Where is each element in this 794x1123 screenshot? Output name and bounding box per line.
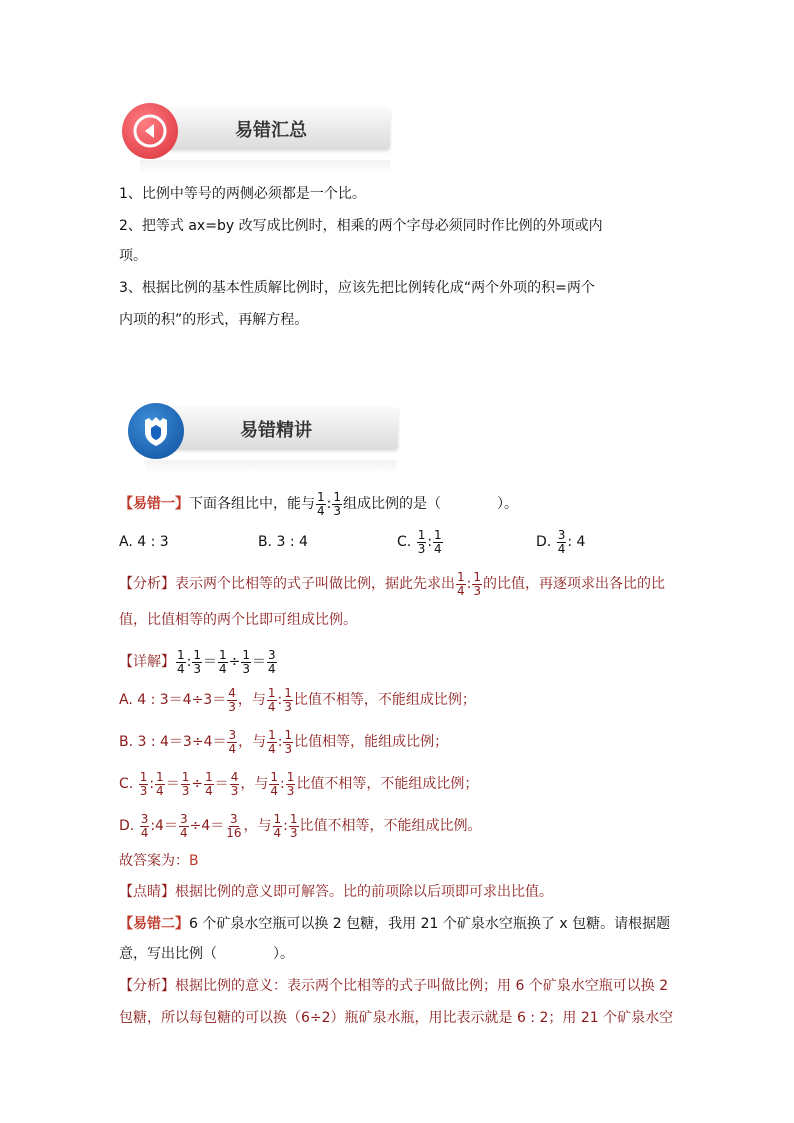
answer-value: B <box>189 853 199 869</box>
analysis-tag: 【分析】 <box>119 978 175 994</box>
comment-text: 根据比例的意义即可解答。比的前项除以后项即可求出比值。 <box>175 884 553 900</box>
detail-b-with: ，与 <box>238 734 267 750</box>
fraction-3-4: $\frac{3}{4}$ <box>140 811 149 840</box>
fraction-1-3: $\frac{1}{3}$ <box>417 527 426 556</box>
fraction-1-3: $\frac{1}{3}$ <box>286 769 295 798</box>
q1-analysis-line2: 值，比值相等的两个比即可组成比例。 <box>119 612 357 628</box>
fraction-3-4: $\frac{3}{4}$ <box>557 527 566 556</box>
detail-d-label: D. <box>119 818 135 834</box>
detail-b-result: 比值相等，能组成比例； <box>294 734 449 750</box>
q1-option-a: A. 4 : 3 <box>119 534 169 550</box>
fraction-1-3: $\frac{1}{3}$ <box>333 489 341 518</box>
q2-stem-a: 6 个矿泉水空瓶可以换 2 包糖，我用 21 个矿泉水空瓶换了 x 包糖。请根据题 <box>189 916 671 932</box>
detail-a-text: A. 4 : 3＝4÷3＝ <box>119 692 227 708</box>
q1-answer <box>119 851 199 871</box>
section-title: 易错汇总 <box>235 120 307 141</box>
section-banner-summary <box>122 103 392 159</box>
banner-reflection <box>140 160 390 174</box>
fraction-3-4: $\frac{3}{4}$ <box>268 647 276 676</box>
detail-d-with: ，与 <box>243 818 272 834</box>
fraction-1-4: $\frac{1}{4}$ <box>205 769 213 798</box>
fraction-1-4: $\frac{1}{4}$ <box>317 489 325 518</box>
detail-b-text: B. 3 : 4＝3÷4＝ <box>119 734 227 750</box>
q1-detail-d: D. $\frac{3}{4}$ :4＝ $\frac{3}{4}$ ÷4＝ $\frac{3}{16}$ ，与 $\frac{1}{4}$ : $\frac{1}{3}$ 比值不相等，不能组成比例。 <box>119 811 482 840</box>
detail-tag: 【详解】 <box>119 654 175 670</box>
q2-stem-line1 <box>119 914 670 934</box>
q1-option-b: B. 3 : 4 <box>258 534 308 550</box>
q1-analysis-line1: 【分析】 表示两个比相等的式子叫做比例，据此先求出 $\frac{1}{4}$ : $\frac{1}{3}$ 的比值，再逐项求出各比的比 <box>119 569 665 598</box>
q1-option-c: C. $\frac{1}{3}$ : $\frac{1}{4}$ <box>397 527 442 556</box>
q1-option-d <box>536 526 585 558</box>
detail-c-label: C. <box>119 776 134 792</box>
summary-item-2a: 2、把等式 ax=by 改写成比例时，相乘的两个字母必须同时作比例的外项或内 <box>119 218 603 234</box>
option-label: C. <box>397 534 412 550</box>
detail-c-with: ，与 <box>240 776 269 792</box>
option-tail: : 4 <box>567 534 586 550</box>
q2-analysis-line2: 包糖，所以每包糖的可以换（6÷2）瓶矿泉水瓶，用比表示就是 6 : 2；用 21 个矿泉水空 <box>119 1010 674 1026</box>
fraction-1-4: $\frac{1}{4}$ <box>267 685 276 714</box>
fraction-1-3: $\frac{1}{3}$ <box>242 647 251 676</box>
q1-comment <box>119 882 553 902</box>
option-label: D. <box>536 534 552 550</box>
shield-icon <box>128 403 184 459</box>
fraction-1-4: $\frac{1}{4}$ <box>177 647 185 676</box>
section-banner-explain <box>128 403 400 459</box>
fraction-1-3: $\frac{1}{3}$ <box>284 685 292 714</box>
answer-label: 故答案为： <box>119 853 189 869</box>
q1-tag: 【易错一】 <box>119 496 189 512</box>
fraction-1-4: $\frac{1}{4}$ <box>156 769 164 798</box>
q1-detail-a: A. 4 : 3＝4÷3＝ $\frac{4}{3}$ ，与 $\frac{1}{4}$ : $\frac{1}{3}$ 比值不相等，不能组成比例； <box>119 685 476 714</box>
summary-item-3b: 内项的积”的形式，再解方程。 <box>119 312 309 328</box>
analysis-text-a: 表示两个比相等的式子叫做比例，据此先求出 <box>175 576 455 592</box>
q1-stem: 【易错一】 下面各组比中，能与 $\frac{1}{4}$ : $\frac{1}{3}$ 组成比例的是（ ）。 <box>119 489 518 518</box>
fraction-3-4: $\frac{3}{4}$ <box>228 727 237 756</box>
detail-d-result: 比值不相等，不能组成比例。 <box>299 818 482 834</box>
detail-c-result: 比值不相等，不能组成比例； <box>296 776 479 792</box>
q1-detail-b: B. 3 : 4＝3÷4＝ $\frac{3}{4}$ ，与 $\frac{1}{4}$ : $\frac{1}{3}$ 比值相等，能组成比例； <box>119 727 449 756</box>
q2-analysis-line1 <box>119 976 668 996</box>
back-arrow-icon <box>122 103 178 159</box>
fraction-1-3: $\frac{1}{3}$ <box>289 811 298 840</box>
summary-item-3a: 3、根据比例的基本性质解比例时，应该先把比例转化成“两个外项的积=两个 <box>119 280 595 296</box>
fraction-4-3: $\frac{4}{3}$ <box>228 685 236 714</box>
summary-item-2b: 项。 <box>119 248 147 264</box>
fraction-1-4: $\frac{1}{4}$ <box>270 769 278 798</box>
fraction-1-3: $\frac{1}{3}$ <box>139 769 148 798</box>
q2-tag: 【易错二】 <box>119 916 189 932</box>
fraction-1-3: $\frac{1}{3}$ <box>473 569 481 598</box>
fraction-1-3: $\frac{1}{3}$ <box>193 647 201 676</box>
fraction-1-3: $\frac{1}{3}$ <box>284 727 293 756</box>
fraction-1-4: $\frac{1}{4}$ <box>457 569 465 598</box>
fraction-1-4: $\frac{1}{4}$ <box>434 527 442 556</box>
q1-detail-c: C. $\frac{1}{3}$ : $\frac{1}{4}$ ＝ $\frac{1}{3}$ ÷ $\frac{1}{4}$ ＝ $\frac{4}{3}$ ，与 $\frac{1}{4}$ : $\frac{1}{3}$ 比值不相等，不能组成比例； <box>119 769 479 798</box>
analysis-text-a: 根据比例的意义：表示两个比相等的式子叫做比例；用 6 个矿泉水空瓶可以换 2 <box>175 978 669 994</box>
comment-tag: 【点睛】 <box>119 884 175 900</box>
q2-stem-line2: 意，写出比例（ ）。 <box>119 946 294 962</box>
fraction-1-4: $\frac{1}{4}$ <box>219 647 227 676</box>
analysis-text-b: 的比值，再逐项求出各比的比 <box>483 576 665 592</box>
fraction-3-4: $\frac{3}{4}$ <box>179 811 188 840</box>
section-title: 易错精讲 <box>240 420 312 441</box>
q1-detail-main: 【详解】 $\frac{1}{4}$ : $\frac{1}{3}$ ＝ $\frac{1}{4}$ ÷ $\frac{1}{3}$ ＝ $\frac{3}{4}$ <box>119 647 276 676</box>
q1-stem-a: 下面各组比中，能与 <box>189 496 315 512</box>
banner-reflection <box>146 460 396 474</box>
fraction-4-3: $\frac{4}{3}$ <box>230 769 239 798</box>
fraction-3-16: $\frac{3}{16}$ <box>226 811 242 840</box>
detail-a-with: ，与 <box>237 692 266 708</box>
detail-a-result: 比值不相等，不能组成比例； <box>293 692 476 708</box>
fraction-1-4: $\frac{1}{4}$ <box>273 811 282 840</box>
analysis-tag: 【分析】 <box>119 576 175 592</box>
q1-stem-b: 组成比例的是（ ）。 <box>343 496 518 512</box>
fraction-1-4: $\frac{1}{4}$ <box>268 727 276 756</box>
fraction-1-3: $\frac{1}{3}$ <box>181 769 190 798</box>
summary-item-1: 1、比例中等号的两侧必须都是一个比。 <box>119 186 366 202</box>
